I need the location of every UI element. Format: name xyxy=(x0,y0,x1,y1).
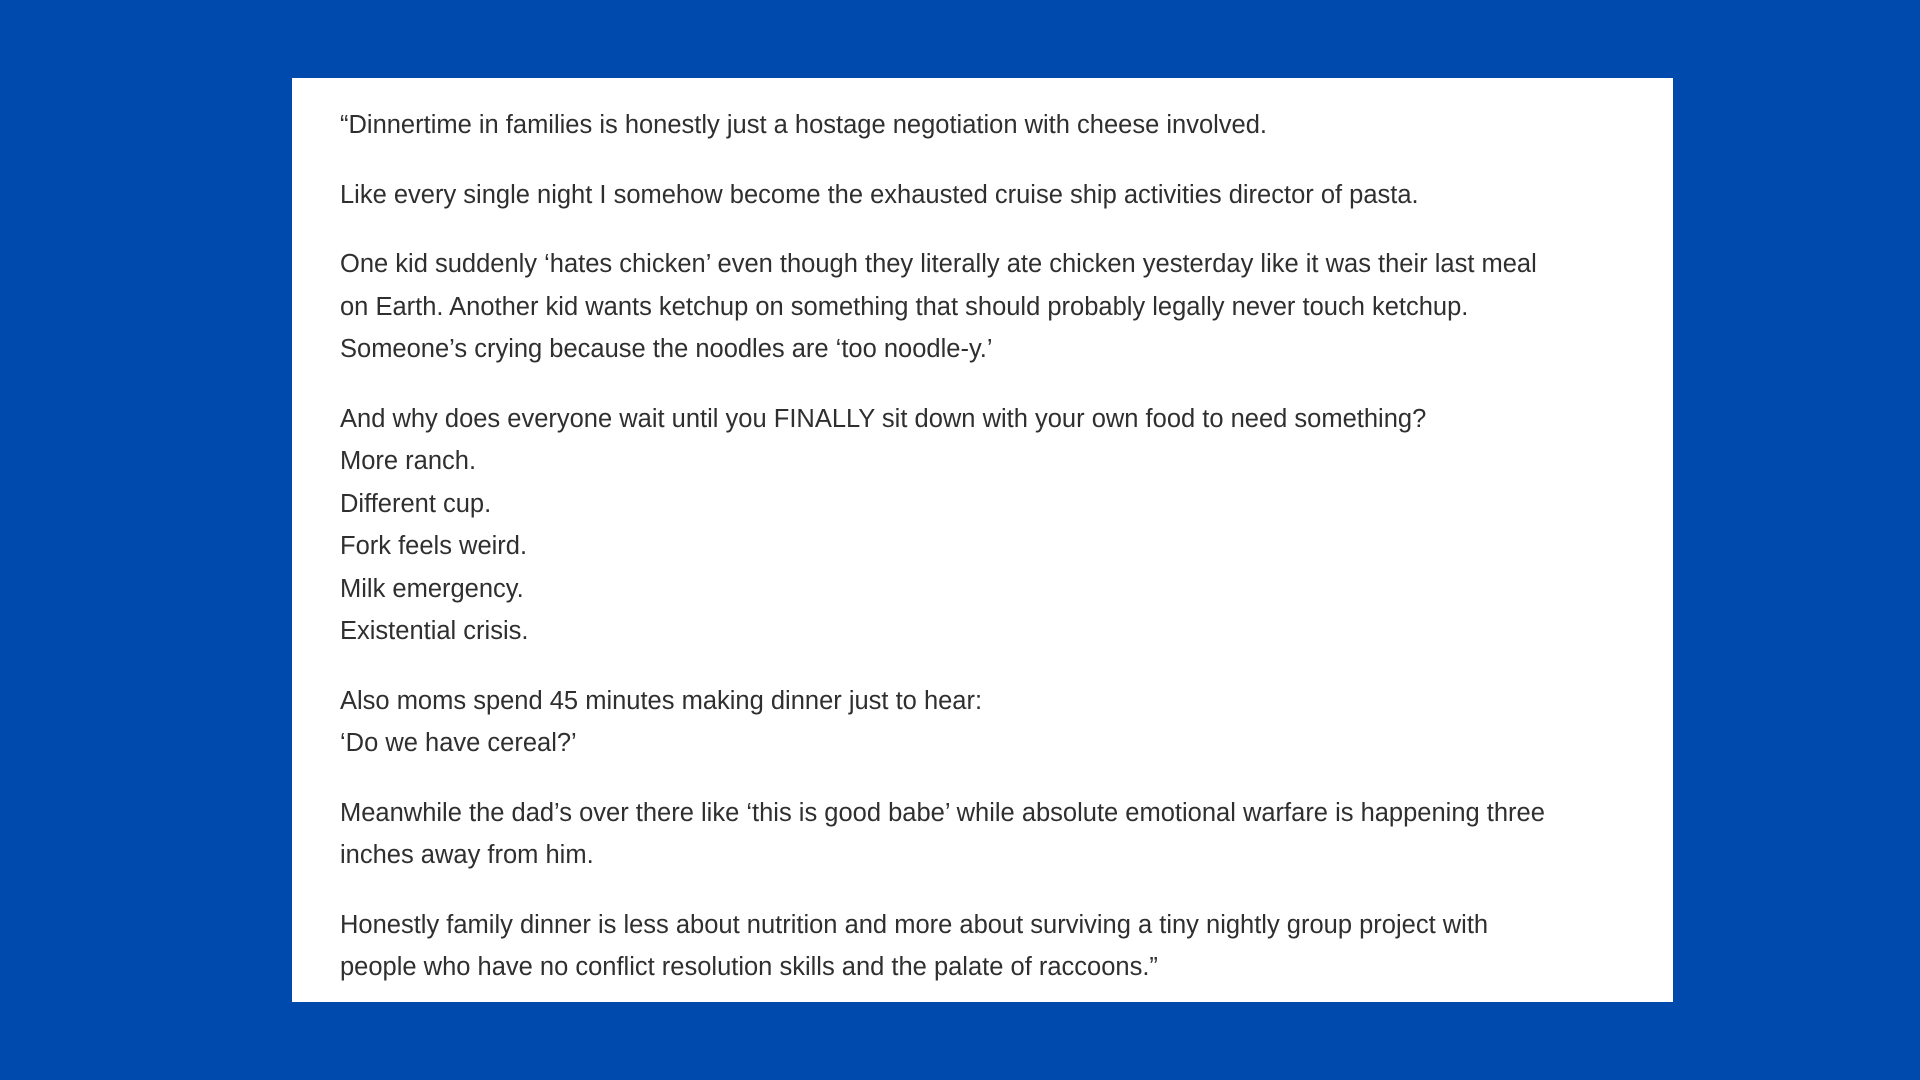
quote-card xyxy=(292,78,1673,1002)
list-item: Existential crisis. xyxy=(340,617,529,645)
paragraph-requests-list xyxy=(340,398,1625,653)
text-line: One kid suddenly ‘hates chicken’ even though they literally ate chicken yesterday like it was their last meal xyxy=(340,250,1537,278)
paragraph-hostage-negotiation xyxy=(340,104,1625,147)
paragraph-dad xyxy=(340,792,1625,877)
paragraph-picky-kids xyxy=(340,243,1625,371)
text-line: on Earth. Another kid wants ketchup on something that should probably legally never touch ketchup. xyxy=(340,292,1469,321)
text-line: ‘Do we have cereal?’ xyxy=(340,729,577,757)
text-line: people who have no conflict resolution skills and the palate of raccoons.” xyxy=(340,953,1158,981)
list-item: Different cup. xyxy=(340,489,492,518)
text-line: Also moms spend 45 minutes making dinner just to hear: xyxy=(340,686,983,715)
paragraph-activities-director xyxy=(340,174,1625,217)
list-item: Fork feels weird. xyxy=(340,532,528,560)
text-line: Someone’s crying because the noodles are ‘too noodle-y.’ xyxy=(340,335,993,363)
text-line: Honestly family dinner is less about nutrition and more about surviving a tiny nightly group project with xyxy=(340,910,1489,939)
text-line: Like every single night I somehow become the exhausted cruise ship activities director of pasta. xyxy=(340,180,1419,209)
text-line: “Dinnertime in families is honestly just a hostage negotiation with cheese involved. xyxy=(340,111,1267,139)
text-line: Meanwhile the dad’s over there like ‘this is good babe’ while absolute emotional warfare is happening three xyxy=(340,798,1545,827)
text-line: inches away from him. xyxy=(340,841,594,869)
paragraph-cereal xyxy=(340,680,1625,765)
list-item: More ranch. xyxy=(340,447,477,475)
text-line: And why does everyone wait until you FINALLY sit down with your own food to need something? xyxy=(340,404,1427,433)
list-item: Milk emergency. xyxy=(340,574,524,603)
paragraph-conclusion xyxy=(340,904,1625,989)
